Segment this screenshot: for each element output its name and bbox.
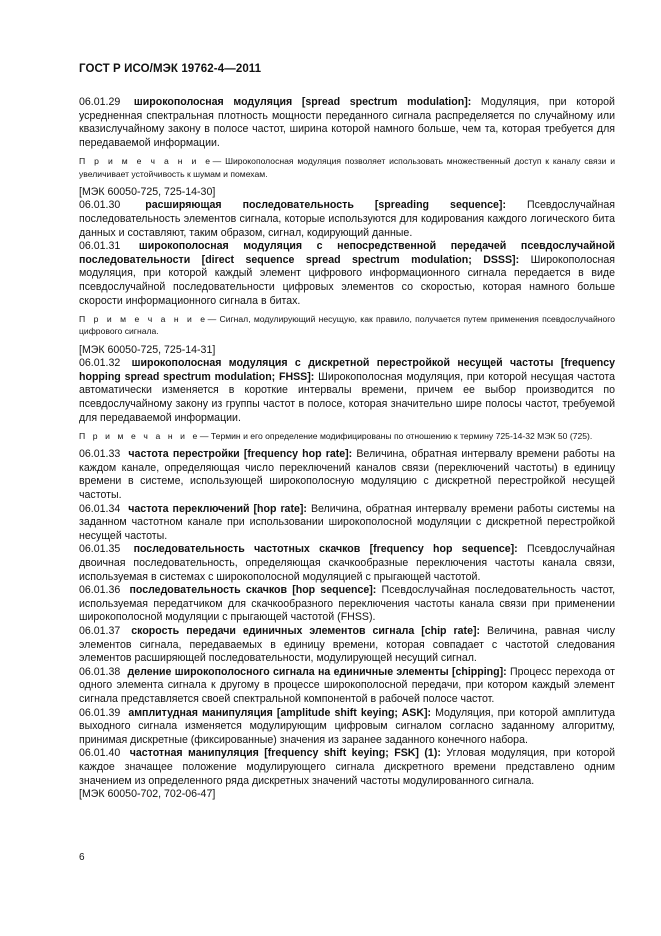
term-code: 06.01.29 [79,96,121,108]
term-code: 06.01.31 [79,240,121,253]
term-code: 06.01.32 [79,357,121,370]
term-entry-06-01-33 [79,448,615,502]
note-text: — Сигнал, модулирующий несущую, как правило, получается путем применения псевдослучайного цифрового сигнала. [79,314,615,337]
term-definition: Псевдослучайная последовательность элементов сигнала, которые используются для кодирования каждого логического бита данных и составляют, таким образом, сигнал, кодирующий данные. [79,199,616,239]
term-entry-06-01-29 [79,96,615,150]
term-entry-06-01-30 [79,199,615,240]
term-title: амплитудная манипуляция [amplitude shift keying; ASK]: [128,706,432,719]
terms-content [79,96,615,802]
note-06-01-32 [79,430,615,442]
term-definition: Псевдослучайная двоичная последовательность, определяющая скачкообразные переключения частоты канала связи, используемая в системах с широкополосной модуляцией с прыгающей частотой. [79,543,615,583]
term-definition: Процесс перехода от одного элемента сигнала к другому в процессе широкополосной передачи, при котором каждый элемент сигнала представляется своей спектральной компонентой в рабочей полосе частот. [79,665,615,705]
reference-06-01-40: [МЭК 60050-702, 702-06-47] [79,788,216,801]
note-text: — Широкополосная модуляция позволяет использовать множественный доступ к каналу связи и увеличивает устойчивость к шумам и помехам. [79,156,615,179]
term-code: 06.01.37 [79,625,121,638]
note-text: — Термин и его определение модифицированы по отношению к термину 725-14-32 МЭК 50 (725). [199,431,593,442]
note-label: П р и м е ч а н и е [79,156,213,167]
standard-header: ГОСТ Р ИСО/МЭК 19762-4—2011 [79,63,262,75]
term-entry-06-01-39 [79,707,615,748]
term-entry-06-01-34 [79,503,615,544]
term-title: последовательность скачков [hop sequence]: [129,584,377,597]
term-entry-06-01-40 [79,747,615,788]
term-definition: Величина, обратная интервалу времени работы системы на заданном частотном канале при использовании широкополосной модуляции с дискретной перестройкой несущей частоты. [79,502,615,542]
term-definition: Модуляция, при которой амплитуда выходного сигнала изменяется модулирующим цифровым сигналом согласно заданному алгоритму, принимая дискретные (фиксированные) значения из заранее заданного конечного набора. [79,706,615,746]
term-definition: Псевдослучайная последовательность частот, используемая передатчиком для скачкообразного переключения частоты канала связи при применении широкополосной модуляции с прыгающей частотой (FHSS). [79,584,616,624]
term-entry-06-01-36 [79,584,615,625]
term-title: расширяющая последовательность [spreading sequence]: [145,199,506,212]
term-code: 06.01.39 [79,706,121,719]
term-definition: Широкополосная модуляция, при которой каждый элемент цифрового информационного сигнала передается в виде псевдослучайной последовательности цифровых элементов со скоростью, которая намного больше скорости информационного сигнала в битах. [79,253,615,307]
term-code: 06.01.30 [79,199,121,212]
term-title: частота перестройки [frequency hop rate]: [128,448,353,461]
term-title: скорость передачи единичных элементов сигнала [chip rate]: [131,625,481,638]
reference-06-01-29: [МЭК 60050-725, 725-14-30] [79,185,216,198]
term-title: широкополосная модуляция с дискретной перестройкой несущей частоты [frequency hopping spread spectrum modulation; FHSS]: [79,357,615,383]
term-title: частота переключений [hop rate]: [128,502,307,515]
term-title: широкополосная модуляция [spread spectrum modulation]: [133,96,472,108]
note-06-01-31 [79,313,615,337]
term-entry-06-01-38 [79,666,615,707]
term-code: 06.01.38 [79,665,121,678]
term-entry-06-01-37 [79,625,615,666]
term-entry-06-01-32 [79,357,615,425]
term-title: последовательность частотных скачков [frequency hop sequence]: [133,543,518,556]
term-definition: Величина, обратная интервалу времени работы на каждом канале, определяющая число переключений каналов связи (переключений частоты) в единицу времени в системе, использующей широкополосную модуляцию с дискретной перестройкой несущей частоты. [79,448,616,502]
page-number: 6 [79,852,85,863]
term-title: частотная манипуляция [frequency shift keying; FSK] (1): [129,747,441,760]
note-label: П р и м е ч а н и е [79,314,208,325]
reference-06-01-31: [МЭК 60050-725, 725-14-31] [79,343,216,356]
term-definition: Величина, равная числу элементов сигнала, передаваемых в единицу времени, которая совпадает с частотой следования элементов расширяющей последовательности, модулирующей несущий сигнал. [79,625,615,665]
term-title: деление широкополосного сигнала на единичные элементы [chipping]: [127,665,507,678]
term-code: 06.01.33 [79,448,121,461]
term-code: 06.01.34 [79,502,121,515]
term-code: 06.01.36 [79,584,121,597]
term-code: 06.01.40 [79,747,121,760]
term-entry-06-01-35 [79,543,615,584]
term-entry-06-01-31 [79,240,615,308]
term-definition: Угловая модуляция, при которой каждое значащее положение модулирующего сигнала дискретного времени представлено одним значением из определенного ряда дискретных значений частоты модулированного сигнала. [79,747,616,787]
term-code: 06.01.35 [79,543,121,556]
note-06-01-29 [79,155,615,179]
term-title: широкополосная модуляция с непосредственной передачей псевдослучайной последовательности [direct sequence spread spectrum modulation; DSSS]: [79,240,615,266]
term-definition: Широкополосная модуляция, при которой несущая частота автоматически изменяется в короткие интервалы времени, причем ее выбор производится по псевдослучайному закону из группы частот в полосе, которая значительно шире полосы частот, требуемой для передаваемой информации. [79,370,615,424]
term-definition: Модуляция, при которой усредненная спектральная плотность мощности переданного сигнала распределяется по случайному или квазислучайному закону в полосе частот, ширина которой намного больше, чем та, которая требуется для передаваемой информации. [79,96,615,149]
note-label: П р и м е ч а н и е [79,431,200,442]
